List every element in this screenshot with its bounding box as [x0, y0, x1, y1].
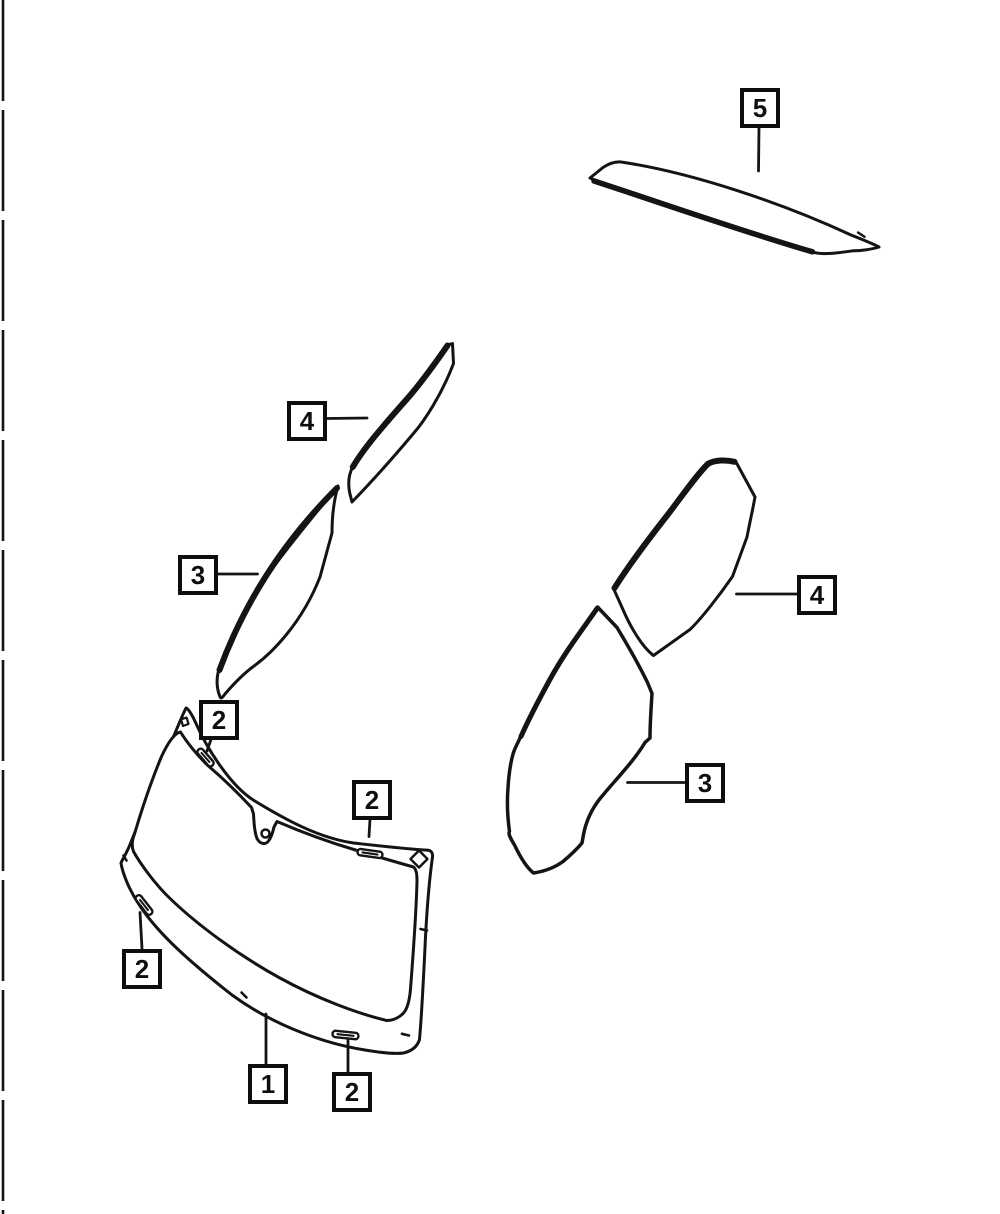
spacer-strip-bottom [332, 1030, 359, 1039]
leader-line-5 [759, 127, 760, 171]
corner-locator-mark [181, 718, 189, 727]
quarter-glass-rear-left [349, 344, 454, 503]
callout-2-spacer-bottom[interactable]: 2 [332, 1072, 372, 1112]
leader-line-2-upper-right [369, 819, 370, 837]
leader-line-2-left [140, 913, 142, 949]
callout-4-quarter-glass-right[interactable]: 4 [797, 575, 837, 615]
spoiler-glass-strip [590, 162, 879, 254]
quarter-glass-front-left [217, 486, 338, 698]
frame-dash-mark [402, 1034, 409, 1036]
callout-3-quarter-glass-right[interactable]: 3 [685, 763, 725, 803]
callout-4-quarter-glass-left[interactable]: 4 [287, 401, 327, 441]
callout-5-spoiler-glass[interactable]: 5 [740, 88, 780, 128]
callout-3-quarter-glass-left[interactable]: 3 [178, 555, 218, 595]
callout-1-windshield[interactable]: 1 [248, 1064, 288, 1104]
callout-2-spacer-upper-right[interactable]: 2 [352, 780, 392, 820]
quarter-glass-front-right [508, 608, 653, 874]
spoiler-glass-tick [858, 233, 865, 237]
frame-dash-mark [421, 929, 428, 931]
callout-2-spacer-left[interactable]: 2 [122, 949, 162, 989]
leader-line-4-left [326, 418, 367, 419]
callout-2-spacer-top[interactable]: 2 [199, 700, 239, 740]
mirror-bracket-hole [262, 830, 270, 838]
